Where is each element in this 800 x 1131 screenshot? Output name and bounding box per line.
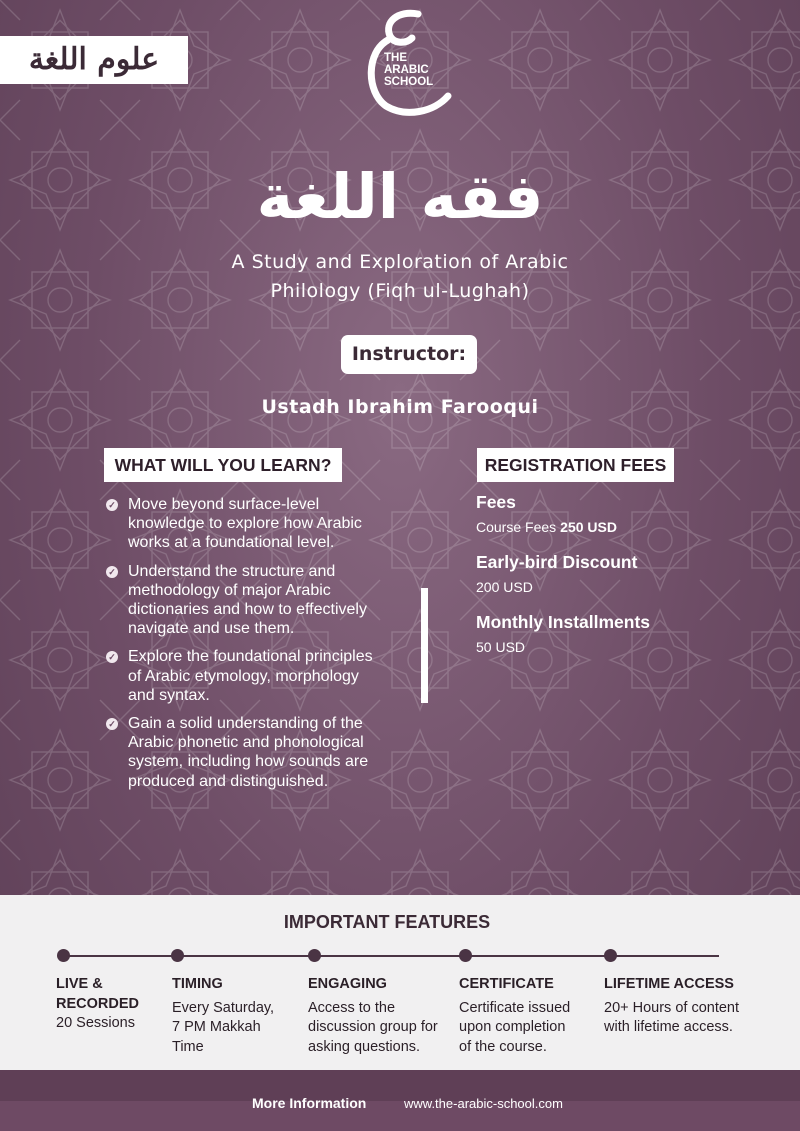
- timeline-dot: [57, 949, 70, 962]
- feature-desc-3: of the course.: [459, 1038, 547, 1055]
- timeline-dot: [459, 949, 472, 962]
- feature-title: ENGAGING: [308, 976, 387, 992]
- feature-desc: Every Saturday,: [172, 999, 275, 1016]
- logo-line-1: THE: [384, 52, 407, 64]
- feature-title-2: RECORDED: [56, 995, 139, 1012]
- monthly-label: Monthly Installments: [476, 612, 651, 632]
- course-subtitle: [150, 248, 650, 306]
- course-fees-value: 250 USD: [560, 519, 617, 535]
- fees-heading: REGISTRATION FEES: [477, 448, 674, 482]
- timeline-dot: [604, 949, 617, 962]
- feature-title: TIMING: [172, 976, 223, 992]
- feature-desc-3: Time: [172, 1038, 204, 1055]
- timeline-dot: [171, 949, 184, 962]
- learn-item-text: Gain a solid understanding of the Arabic phonetic and phonological system, including how sounds are produced and distinguished.: [128, 715, 369, 790]
- feature-title: LIFETIME ACCESS: [604, 976, 734, 992]
- logo-line-3: SCHOOL: [384, 76, 434, 88]
- more-information-label: More Information: [252, 1095, 367, 1111]
- website-link[interactable]: www.the-arabic-school.com: [404, 1096, 563, 1111]
- feature-engaging: [308, 975, 456, 1057]
- course-fees-text: Course Fees: [476, 519, 557, 535]
- list-item: [106, 647, 381, 705]
- feature-title: LIVE &: [56, 976, 103, 992]
- feature-desc-2: 7 PM Makkah: [172, 1019, 261, 1035]
- logo-line-2: ARABIC: [384, 64, 429, 76]
- feature-timing: [172, 975, 302, 1057]
- learn-item-text: Understand the structure and methodology of major Arabic dictionaries and how to effectively navigate and use them.: [128, 562, 367, 638]
- course-fees-row: [476, 518, 617, 536]
- footer-band: [0, 1101, 800, 1131]
- learn-item-text: Explore the foundational principles of Arabic etymology, morphology and syntax.: [128, 648, 373, 704]
- learn-list: [106, 495, 381, 800]
- feature-live-recorded: [56, 975, 166, 1034]
- subtitle-line-1: A Study and Exploration of Arabic: [231, 251, 569, 273]
- features-heading: IMPORTANT FEATURES: [283, 912, 491, 932]
- feature-desc-2: discussion group for: [308, 1019, 438, 1035]
- early-bird-value: 200 USD: [476, 579, 533, 595]
- feature-desc: 20 Sessions: [56, 1015, 135, 1031]
- list-item: [106, 495, 381, 553]
- check-circle-icon: ✓: [106, 651, 118, 663]
- course-title-arabic: فقه اللغة: [256, 160, 544, 233]
- check-circle-icon: ✓: [106, 718, 118, 730]
- timeline-dot: [308, 949, 321, 962]
- early-bird-label: Early-bird Discount: [476, 552, 638, 572]
- logo-wordmark: [384, 52, 433, 88]
- category-tag-arabic: علوم اللغة: [0, 36, 188, 84]
- instructor-name: Ustadh Ibrahim Farooqui: [261, 396, 539, 418]
- feature-desc: Certificate issued: [459, 999, 571, 1016]
- feature-desc-2: upon completion: [459, 1019, 566, 1035]
- feature-title: CERTIFICATE: [459, 976, 554, 992]
- column-divider: [421, 588, 428, 703]
- feature-desc-3: asking questions.: [308, 1038, 421, 1055]
- check-circle-icon: ✓: [106, 566, 118, 578]
- instructor-label-badge: Instructor:: [341, 335, 477, 374]
- feature-desc: Access to the: [308, 999, 396, 1016]
- fees-label: Fees: [476, 492, 516, 512]
- learn-item-text: Move beyond surface-level knowledge to explore how Arabic works at a foundational level.: [128, 496, 362, 552]
- list-item: [106, 562, 381, 639]
- feature-desc-2: with lifetime access.: [604, 1019, 733, 1035]
- subtitle-line-2: Philology (Fiqh ul-Lughah): [270, 280, 530, 302]
- feature-certificate: [459, 975, 599, 1057]
- features-timeline: [62, 955, 719, 957]
- learn-heading: WHAT WILL YOU LEARN?: [104, 448, 342, 482]
- list-item: [106, 714, 381, 791]
- monthly-value: 50 USD: [476, 639, 526, 655]
- feature-desc: 20+ Hours of content: [604, 999, 740, 1016]
- check-circle-icon: ✓: [106, 499, 118, 511]
- feature-lifetime-access: [604, 975, 774, 1038]
